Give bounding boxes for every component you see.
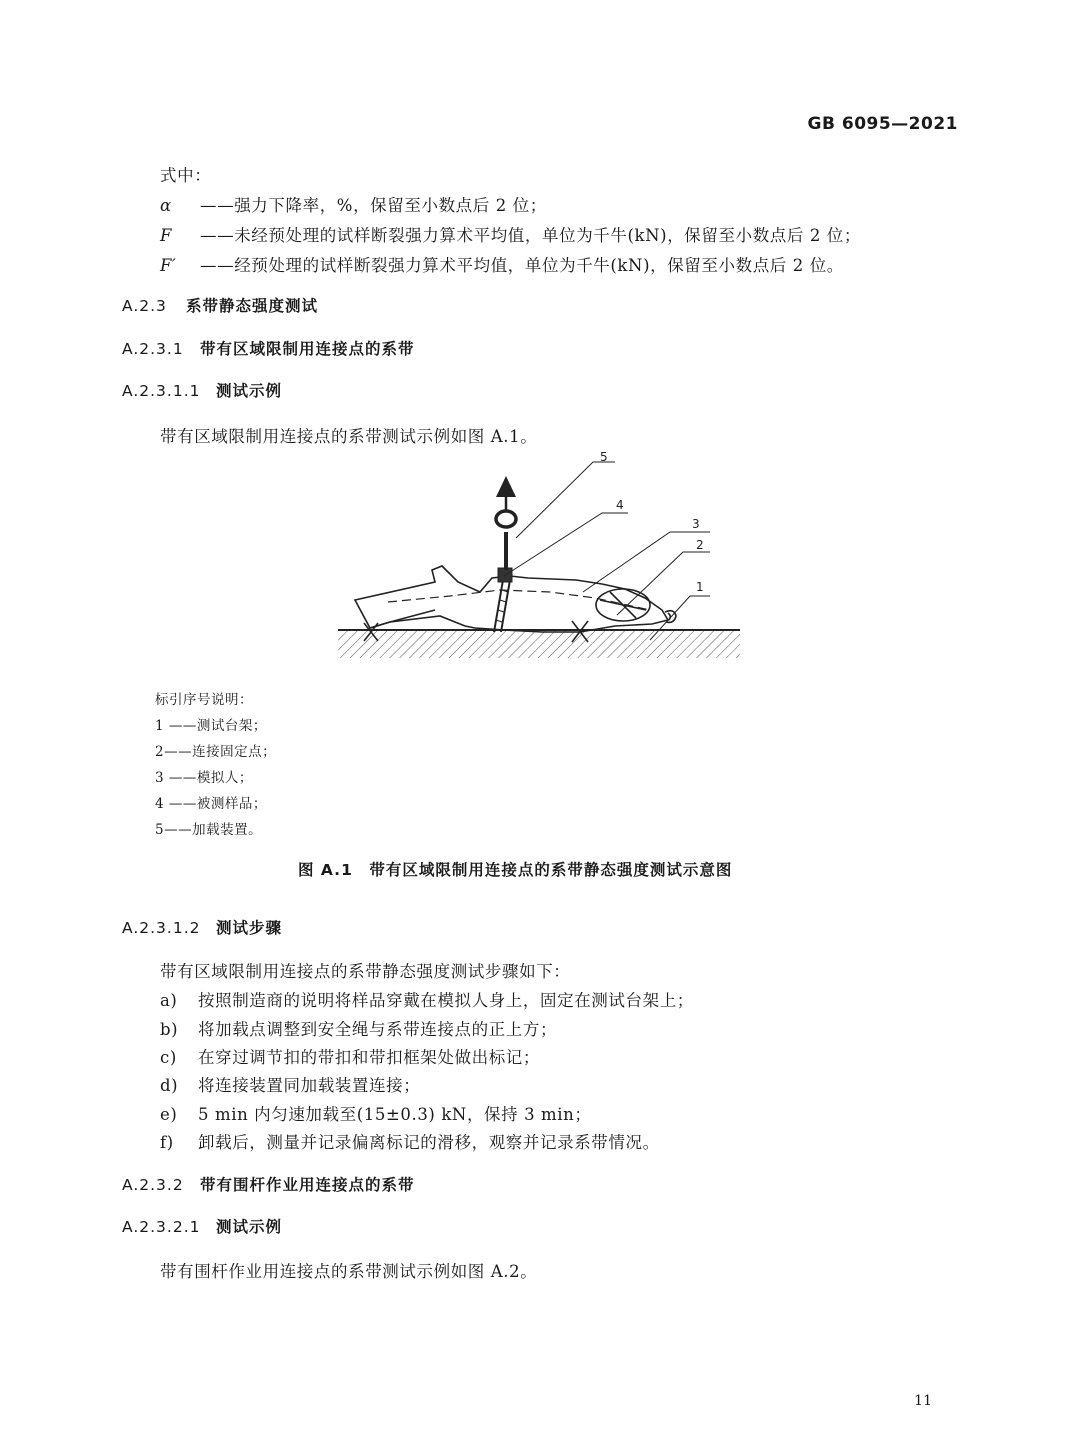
note-text: ——经预处理的试样断裂强力算术平均值，单位为千牛(kN)，保留至小数点后 2 位。 (200, 256, 844, 275)
section-heading-a22312 (122, 916, 282, 938)
step-text: 5 min 内匀速加载至(15±0.3) kN，保持 3 min； (198, 1105, 592, 1124)
step-item (160, 1101, 592, 1125)
step-label: f) (160, 1133, 174, 1152)
standard-code: GB 6095—2021 (807, 114, 958, 134)
paragraph-figure-a2-reference: 带有围杆作业用连接点的系带测试示例如图 A.2。 (160, 1262, 538, 1281)
dummy-body (355, 566, 676, 632)
step-item (160, 1044, 540, 1068)
legend-item-3: 3 ——模拟人； (155, 770, 253, 786)
step-item (160, 1016, 557, 1040)
callout-1: 1 (696, 580, 704, 594)
step-item (160, 1072, 420, 1096)
step-label: a) (160, 991, 178, 1010)
section-heading-a2232 (122, 1173, 415, 1195)
step-text: 在穿过调节扣的带扣和带扣框架处做出标记； (198, 1048, 540, 1067)
legend-item-2: 2——连接固定点； (155, 744, 277, 760)
section-number: A.2.3.1 (122, 340, 184, 358)
step-label: e) (160, 1105, 178, 1124)
legend-item-4: 4 ——被测样品； (155, 796, 267, 812)
page-number: 11 (914, 1393, 932, 1409)
section-title: 测试步骤 (216, 919, 283, 937)
step-text: 将加载点调整到安全绳与系带连接点的正上方； (198, 1020, 558, 1039)
test-rig (338, 630, 740, 658)
formula-note-f (160, 222, 861, 246)
section-number: A.2.3 (122, 297, 167, 315)
step-label: b) (160, 1020, 179, 1039)
note-text: ——未经预处理的试样断裂强力算术平均值，单位为千牛(kN)，保留至小数点后 2 位； (200, 226, 861, 245)
callout-4: 4 (616, 498, 624, 512)
paragraph-figure-reference: 带有区域限制用连接点的系带测试示例如图 A.1。 (160, 427, 538, 446)
paragraph-steps-intro: 带有区域限制用连接点的系带静态强度测试步骤如下： (160, 962, 571, 981)
step-text: 按照制造商的说明将样品穿戴在模拟人身上，固定在测试台架上； (198, 991, 694, 1010)
formula-note-f-prime (160, 252, 844, 276)
formula-note-alpha (160, 192, 547, 216)
note-text: ——强力下降率，%，保留至小数点后 2 位； (200, 196, 547, 215)
legend-item-1: 1 ——测试台架； (155, 718, 267, 734)
step-label: d) (160, 1076, 179, 1095)
callout-2: 2 (696, 538, 704, 552)
step-text: 卸载后，测量并记录偏离标记的滑移，观察并记录系带情况。 (198, 1133, 660, 1152)
section-title: 带有围杆作业用连接点的系带 (200, 1176, 415, 1194)
section-title: 测试示例 (216, 1218, 283, 1236)
step-item (160, 1129, 660, 1153)
symbol-f: F (160, 226, 173, 245)
figure-a1-diagram (330, 450, 750, 670)
leader-lines (504, 462, 710, 640)
figure-caption: 图 A.1 带有区域限制用连接点的系带静态强度测试示意图 (298, 861, 733, 879)
section-title: 测试示例 (216, 382, 283, 400)
legend-item-5: 5——加载装置。 (155, 822, 263, 838)
section-number: A.2.3.1.2 (122, 919, 201, 937)
symbol-alpha: α (160, 196, 172, 215)
section-number: A.2.3.1.1 (122, 382, 201, 400)
step-text: 将连接装置同加载装置连接； (198, 1076, 421, 1095)
section-heading-a2231 (122, 337, 415, 359)
section-title: 系带静态强度测试 (186, 297, 319, 315)
section-heading-a223 (122, 294, 318, 316)
loading-device (496, 476, 516, 570)
section-heading-a22321 (122, 1215, 282, 1237)
step-item (160, 987, 694, 1011)
symbol-f-prime: F′ (160, 256, 177, 275)
formula-intro: 式中： (160, 166, 212, 185)
section-heading-a22311 (122, 379, 282, 401)
section-title: 带有区域限制用连接点的系带 (200, 340, 415, 358)
section-number: A.2.3.2.1 (122, 1218, 201, 1236)
legend-title: 标引序号说明： (155, 692, 253, 708)
step-label: c) (160, 1048, 177, 1067)
section-number: A.2.3.2 (122, 1176, 184, 1194)
callout-5: 5 (600, 450, 608, 464)
callout-3: 3 (692, 517, 700, 531)
